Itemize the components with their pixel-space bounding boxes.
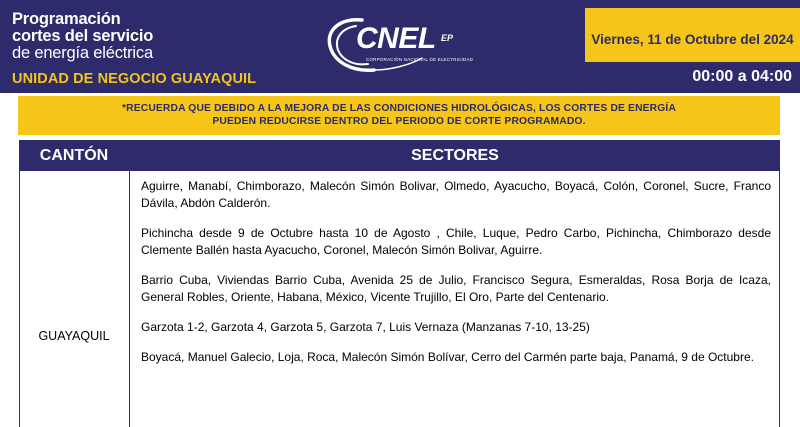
page-title	[12, 11, 212, 62]
table-cell-canton	[19, 172, 129, 427]
outage-table	[19, 140, 780, 427]
title-line-3: de energía eléctrica	[12, 44, 153, 62]
title-line-1: Programación	[12, 10, 121, 28]
date-badge	[585, 8, 800, 62]
notice-line-2: PUEDEN REDUCIRSE DENTRO DEL PERIODO DE CORTE PROGRAMADO.	[212, 116, 586, 127]
title-line-2: cortes del servicio	[12, 27, 154, 45]
canton-name: GUAYAQUIL	[38, 329, 110, 343]
notice-banner	[18, 96, 780, 135]
time-range: 00:00 a 04:00	[692, 68, 792, 85]
table-column-divider	[129, 140, 130, 427]
sector-group: Garzota 1-2, Garzota 4, Garzota 5, Garzota 7, Luis Vernaza (Manzanas 7-10, 13-25)	[141, 320, 590, 334]
cnel-logo	[322, 14, 482, 80]
table-border-right	[779, 140, 780, 427]
notice-line-1: *RECUERDA QUE DEBIDO A LA MEJORA DE LAS CONDICIONES HIDROLÓGICAS, LOS CORTES DE ENERGÍA	[121, 103, 677, 114]
table-cell-sectores	[141, 178, 771, 379]
business-unit-label: UNIDAD DE NEGOCIO GUAYAQUIL	[12, 71, 257, 87]
date-text: Viernes, 11 de Octubre del 2024	[591, 32, 794, 47]
logo-suffix: EP	[441, 33, 454, 43]
sector-group: Boyacá, Manuel Galecio, Loja, Roca, Malecón Simón Bolívar, Cerro del Carmén parte baja, Panamá, 9 de Octubre.	[141, 350, 754, 364]
sector-group: Barrio Cuba, Viviendas Barrio Cuba, Avenida 25 de Julio, Francisco Segura, Esmeraldas, Rosa Borja de Icaza, General Robles, Oriente, Habana, México, Vicente Trujillo, El Oro, Parte del Centenario.	[141, 273, 771, 304]
sector-group: Pichincha desde 9 de Octubre hasta 10 de Agosto , Chile, Luque, Pedro Carbo, Pichincha, Chimborazo desde Clemente Ballén hasta Ayacucho, Coronel, Malecón Simón Bolivar, Aguirre.	[141, 226, 771, 257]
column-header-canton: CANTÓN	[19, 140, 129, 171]
column-header-sectores: SECTORES	[130, 140, 780, 171]
sector-group: Aguirre, Manabí, Chimborazo, Malecón Simón Bolivar, Olmedo, Ayacucho, Boyacá, Colón, Coronel, Sucre, Franco Dávila, Abdón Calderón.	[141, 179, 771, 210]
logo-subtitle: CORPORACIÓN NACIONAL DE ELECTRICIDAD	[366, 57, 474, 62]
header-banner	[0, 0, 800, 93]
logo-wordmark: CNEL	[356, 22, 436, 55]
